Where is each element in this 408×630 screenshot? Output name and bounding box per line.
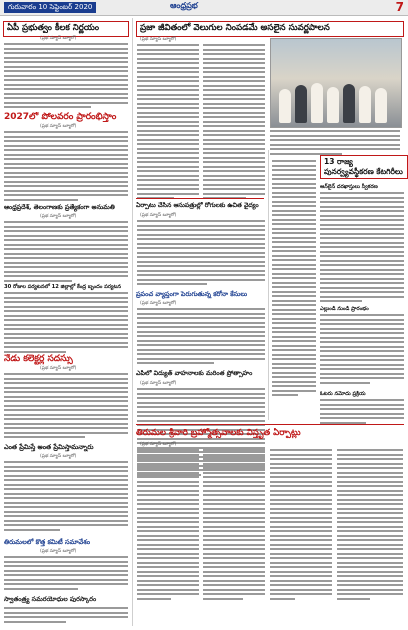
- article-body: [320, 192, 404, 305]
- byline: (ప్రభ న్యూస్ బ్యూరో): [40, 124, 77, 129]
- tirumala-headline: తిరుమల శ్రీవారి బ్రహ్మోత్సవాలకు విస్తృత ఏర్పాట్లు: [136, 428, 301, 438]
- story-headline: ఆంధ్రప్రదేశ్, తెలంగాణకు ప్రత్యేకంగా అనుమతి: [4, 204, 115, 211]
- photo-figure: [279, 89, 291, 123]
- story-headline: ప్రపంచ వ్యాప్తంగా పెరుగుతున్న కరోనా కేసులు: [136, 290, 248, 298]
- article-body: [4, 373, 128, 441]
- section-rule: [136, 424, 404, 425]
- article-body: [4, 556, 128, 592]
- article-body: [137, 220, 265, 288]
- article-body: [320, 314, 404, 386]
- byline: (ప్రభ న్యూస్ బ్యూరో): [40, 366, 77, 371]
- story-headline: ఏర్పాటు చేసిన ఆసుపత్రుల్లో రోగులకు ఉచిత వైద్యం: [136, 202, 259, 209]
- article-body: [137, 449, 199, 602]
- story-headline: ఏపీ ప్రభుత్వం కీలక నిర్ణయం: [3, 21, 129, 37]
- story-headline: తిరుమలలో కొత్త కమిటీ సమావేశం: [4, 538, 91, 546]
- lead-headline: ప్రజా జీవితంలో వెలుగుల నింపడమే అసలైన సువర్ణపాలన: [136, 21, 404, 37]
- column-divider: [132, 18, 133, 626]
- byline: (ప్రభ న్యూస్ బ్యూరో): [40, 214, 77, 219]
- story-subheadline: ఎల్లుండి నుండి ప్రారంభం: [320, 306, 369, 312]
- byline: (ప్రభ న్యూస్ బ్యూరో): [140, 37, 177, 42]
- byline: (ప్రభ న్యూస్ బ్యూరో): [140, 213, 177, 218]
- article-body: [4, 461, 128, 533]
- byline: (ప్రభ న్యూస్ బ్యూరో): [140, 442, 177, 447]
- story-subheadline: ఓటరు నమోదు ప్రక్రియ: [320, 391, 366, 397]
- article-body: [137, 308, 265, 367]
- article-body: [203, 44, 265, 202]
- story-headline: ఎంత ప్రేమిస్తే అంత ప్రేమిస్తామన్నారు: [4, 443, 94, 451]
- page-header: [0, 0, 408, 16]
- column-divider: [268, 150, 269, 420]
- photo-figure: [359, 86, 371, 123]
- article-body: [320, 399, 404, 426]
- article-body: [272, 160, 316, 399]
- byline: (ప్రభ న్యూస్ బ్యూరో): [140, 301, 177, 306]
- article-body: [4, 131, 128, 203]
- byline: (ప్రభ న్యూస్ బ్యూరో): [40, 549, 77, 554]
- byline: (ప్రభ న్యూస్ బ్యూరో): [40, 454, 77, 459]
- section-rule: [136, 198, 264, 199]
- article-body: [270, 449, 332, 602]
- byline: (ప్రభ న్యూస్ బ్యూరో): [40, 36, 77, 41]
- photo-figure: [343, 84, 355, 123]
- page-number: 7: [395, 0, 404, 14]
- story-headline: నేడు కలెక్టర్ల సదస్సు: [4, 354, 73, 364]
- article-body: [4, 43, 128, 111]
- article-body: [4, 221, 128, 284]
- masthead: ఆంధ్రప్రభ: [170, 1, 198, 10]
- article-body: [337, 449, 403, 602]
- photo-figure: [375, 88, 387, 123]
- article-body: [4, 292, 128, 355]
- article-body: [4, 607, 128, 625]
- photo-figure: [295, 85, 307, 123]
- photo-figure: [311, 83, 323, 123]
- issue-date: గురువారం 10 సెప్టెంబర్ 2020: [4, 2, 96, 13]
- story-subheadline: 30 రోజుల పర్యటనలో 12 జిల్లాల్లో కేంద్ర బృందం పర్యటన: [4, 284, 121, 290]
- story-subheadline: ఆన్‌లైన్ దరఖాస్తులు స్వీకరణ: [320, 184, 378, 190]
- box-headline: 13 రాజ్య పునర్వ్యవస్థీకరణ కేటగిరీలు: [320, 155, 408, 179]
- article-body: [270, 130, 400, 157]
- story-headline: ఎపిలో విద్యుత్ వాహనాలకు మరింత ప్రోత్సాహం: [136, 370, 253, 377]
- byline: (ప్రభ న్యూస్ బ్యూరో): [140, 381, 177, 386]
- photo-figure: [327, 87, 339, 123]
- lead-photo: [270, 38, 402, 128]
- story-headline: స్వాతంత్ర్య సమరయోధుల పురస్కారం: [4, 596, 97, 603]
- article-body: [203, 449, 265, 602]
- article-body: [137, 44, 199, 202]
- story-headline: 2027లో పోలవరం ప్రారంభిస్తాం: [4, 112, 117, 122]
